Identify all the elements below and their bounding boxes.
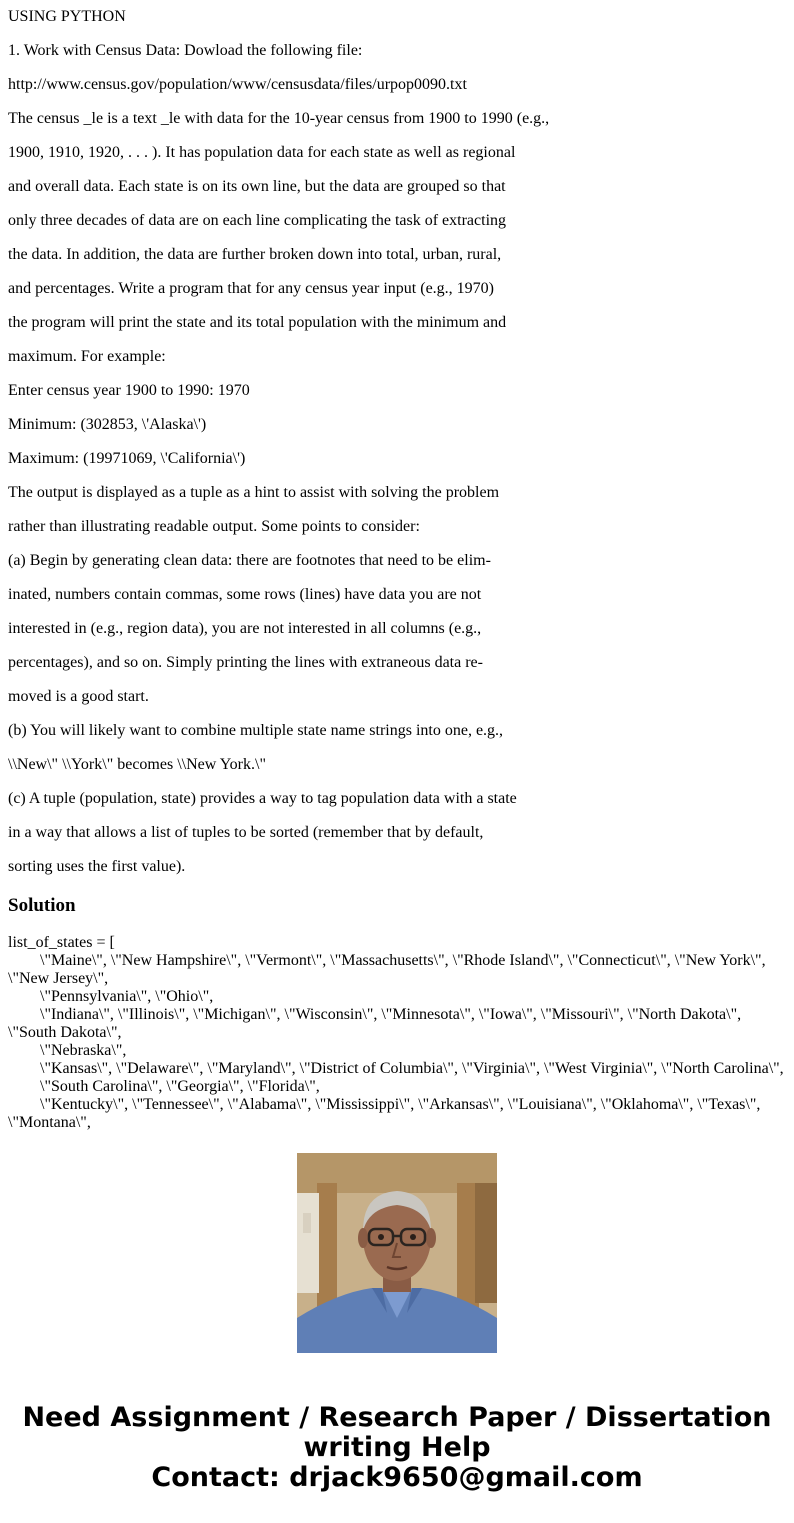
question-line: 1. Work with Census Data: Dowload the following file: <box>8 42 363 59</box>
question-line: http://www.census.gov/population/www/censusdata/files/urpop0090.txt <box>8 76 467 93</box>
code-line: \"Maine\", \"New Hampshire\", \"Vermont\", \"Massachusetts\", \"Rhode Island\", \"Connecticut\", \"New York\", \"New Jersey\", <box>8 952 766 987</box>
code-line: \"Indiana\", \"Illinois\", \"Michigan\", \"Wisconsin\", \"Minnesota\", \"Iowa\", \"Missouri\", \"North Dakota\", \"South Dakota\", <box>8 1006 742 1041</box>
question-line: sorting uses the first value). <box>8 858 186 875</box>
code-line: \"South Carolina\", \"Georgia\", \"Florida\", <box>40 1078 320 1095</box>
code-line: \"Pennsylvania\", \"Ohio\", <box>40 988 214 1005</box>
question-line: The output is displayed as a tuple as a hint to assist with solving the problem <box>8 484 500 501</box>
solution-heading: Solution <box>8 895 76 916</box>
question-line: inated, numbers contain commas, some rows (lines) have data you are not <box>8 586 482 603</box>
question-line: the data. In addition, the data are further broken down into total, urban, rural, <box>8 246 502 263</box>
question-line: USING PYTHON <box>8 8 126 25</box>
question-line: only three decades of data are on each line complicating the task of extracting <box>8 212 507 229</box>
solution-code-block <box>8 934 788 1131</box>
question-line: and overall data. Each state is on its own line, but the data are grouped so that <box>8 178 506 195</box>
tutor-portrait-image <box>297 1153 497 1353</box>
contact-banner <box>0 1403 794 1493</box>
question-line: (a) Begin by generating clean data: there are footnotes that need to be elim- <box>8 552 491 569</box>
question-line: interested in (e.g., region data), you are not interested in all columns (e.g., <box>8 620 482 637</box>
question-line: (c) A tuple (population, state) provides a way to tag population data with a state <box>8 790 517 807</box>
question-line: \\New\" \\York\" becomes \\New York.\" <box>8 756 266 773</box>
code-line: \"Nebraska\", <box>40 1042 127 1059</box>
question-line: (b) You will likely want to combine multiple state name strings into one, e.g., <box>8 722 504 739</box>
question-line: Enter census year 1900 to 1990: 1970 <box>8 382 250 399</box>
promo-line-1: Need Assignment / Research Paper / Dissertation <box>22 1402 772 1433</box>
promo-line-2: writing Help <box>303 1432 491 1463</box>
tutor-avatar <box>297 1153 497 1353</box>
question-line: Minimum: (302853, \'Alaska\') <box>8 416 207 433</box>
question-line: moved is a good start. <box>8 688 149 705</box>
question-line: maximum. For example: <box>8 348 166 365</box>
question-text <box>8 0 788 884</box>
question-line: 1900, 1910, 1920, . . . ). It has population data for each state as well as regional <box>8 144 516 161</box>
code-line: \"Kansas\", \"Delaware\", \"Maryland\", \"District of Columbia\", \"Virginia\", \"West Virginia\", \"North Carolina\", <box>40 1060 784 1077</box>
question-line: The census _le is a text _le with data for the 10-year census from 1900 to 1990 (e.g., <box>8 110 550 127</box>
code-line: \"Kentucky\", \"Tennessee\", \"Alabama\", \"Mississippi\", \"Arkansas\", \"Louisiana\", \"Oklahoma\", \"Texas\", \"Montana\", <box>8 1096 761 1131</box>
question-line: percentages), and so on. Simply printing the lines with extraneous data re- <box>8 654 483 671</box>
code-line: list_of_states = [ <box>8 934 115 951</box>
question-line: Maximum: (19971069, \'California\') <box>8 450 246 467</box>
promo-contact-line: Contact: drjack9650@gmail.com <box>151 1462 643 1493</box>
question-line: in a way that allows a list of tuples to be sorted (remember that by default, <box>8 824 484 841</box>
question-line: and percentages. Write a program that for any census year input (e.g., 1970) <box>8 280 494 297</box>
question-line: the program will print the state and its total population with the minimum and <box>8 314 507 331</box>
question-line: rather than illustrating readable output. Some points to consider: <box>8 518 420 535</box>
